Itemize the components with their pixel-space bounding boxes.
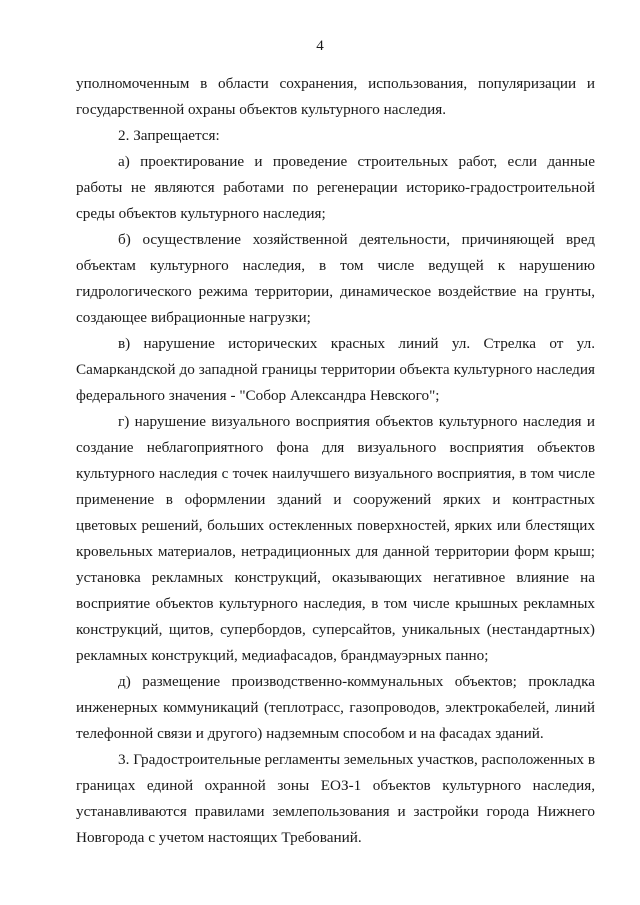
paragraph-subitem-a: а) проектирование и проведение строительных работ, если данные работы не являются работами по регенерации историко-градостроительной среды объектов культурного наследия; bbox=[76, 153, 595, 222]
paragraph-subitem-d: д) размещение производственно-коммунальных объектов; прокладка инженерных коммуникаций (теплотрасс, газопроводов, электрокабелей, линий телефонной связи и другого) надземным способом и на фасадах зданий. bbox=[76, 673, 595, 742]
paragraph-subitem-v: в) нарушение исторических красных линий ул. Стрелка от ул. Самаркандской до западной границы территории объекта культурного наследия федерального значения - "Собор Александра Невского"; bbox=[76, 335, 595, 404]
paragraph-item-3: 3. Градостроительные регламенты земельных участков, расположенных в границах единой охранной зоны ЕОЗ-1 объектов культурного наследия, устанавливаются правилами землепользования и застройки города Нижнего Новгорода с учетом настоящих Требований. bbox=[76, 751, 595, 846]
paragraph-subitem-b: б) осуществление хозяйственной деятельности, причиняющей вред объектам культурного наследия, в том числе ведущей к нарушению гидрологического режима территории, динамическое воздействие на грунты, создающее вибрационные нагрузки; bbox=[76, 231, 595, 326]
paragraph-item-2-heading: 2. Запрещается: bbox=[118, 127, 220, 144]
page-number: 4 bbox=[316, 38, 324, 54]
document-body bbox=[76, 71, 595, 851]
paragraph-subitem-g: г) нарушение визуального восприятия объектов культурного наследия и создание неблагоприятного фона для визуального восприятия объектов культурного наследия с точек наилучшего визуального восприятия, в том числе применение в оформлении зданий и сооружений ярких и контрастных цветовых решений, больших остекленных поверхностей, ярких или блестящих кровельных материалов, нетрадиционных для данной территории форм крыш; установка рекламных конструкций, оказывающих негативное влияние на восприятие объектов культурного наследия, в том числе крышных рекламных конструкций, щитов, супербордов, суперсайтов, уникальных (нестандартных) рекламных конструкций, медиафасадов, брандмауэрных панно; bbox=[76, 413, 595, 664]
paragraph-continuation: уполномоченным в области сохранения, использования, популяризации и государственной охраны объектов культурного наследия. bbox=[76, 75, 595, 118]
